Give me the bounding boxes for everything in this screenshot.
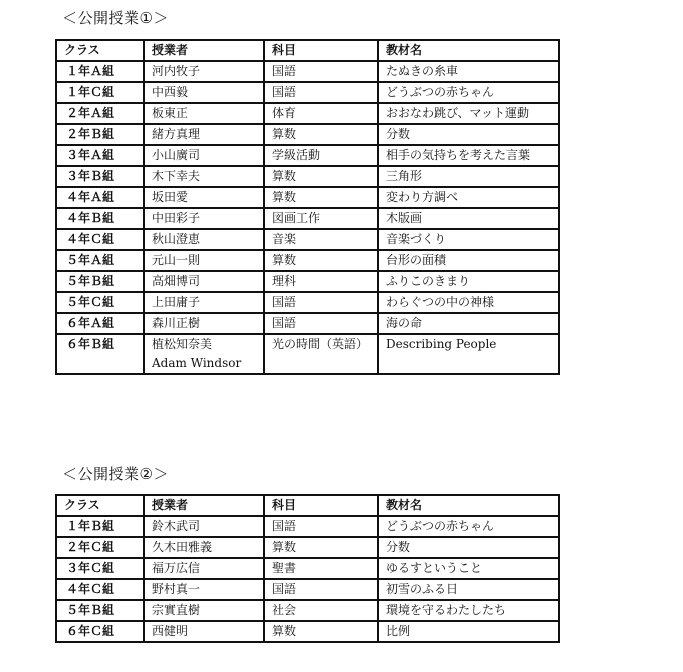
table-row	[56, 313, 559, 334]
section-2-title: ＜公開授業②＞	[62, 465, 169, 483]
class-cell: ５年Ｂ組	[56, 271, 144, 292]
material-cell: 初雪のふる日	[378, 579, 559, 600]
teacher-cell: 鈴木武司	[144, 516, 264, 537]
header-material: 教材名	[378, 495, 559, 516]
teacher-cell: 上田庸子	[144, 292, 264, 313]
class-cell: ５年Ｂ組	[56, 600, 144, 621]
material-cell: 海の命	[378, 313, 559, 334]
class-cell: ５年Ｃ組	[56, 292, 144, 313]
table-row	[56, 579, 559, 600]
teacher-cell: 木下幸夫	[144, 166, 264, 187]
table-row	[56, 250, 559, 271]
table-row	[56, 334, 559, 374]
class-cell: １年Ｃ組	[56, 82, 144, 103]
table-row	[56, 103, 559, 124]
class-cell: ２年Ｃ組	[56, 537, 144, 558]
teacher-cell: 高畑博司	[144, 271, 264, 292]
class-cell: ６年Ａ組	[56, 313, 144, 334]
subject-cell: 体育	[264, 103, 378, 124]
table-row	[56, 145, 559, 166]
teacher-cell: 西健明	[144, 621, 264, 642]
table-row	[56, 124, 559, 145]
teacher-cell: 森川正樹	[144, 313, 264, 334]
class-cell: ４年Ｃ組	[56, 229, 144, 250]
teacher-cell: 坂田愛	[144, 187, 264, 208]
class-cell: ５年Ａ組	[56, 250, 144, 271]
table-header-row	[56, 495, 559, 516]
subject-cell: 算数	[264, 187, 378, 208]
table-row	[56, 516, 559, 537]
class-cell: ２年Ａ組	[56, 103, 144, 124]
material-cell: ゆるすということ	[378, 558, 559, 579]
material-cell: 分数	[378, 124, 559, 145]
table-row	[56, 621, 559, 642]
class-cell: ２年Ｂ組	[56, 124, 144, 145]
teacher-cell: 福万広信	[144, 558, 264, 579]
material-cell: おおなわ跳び、マット運動	[378, 103, 559, 124]
subject-cell: 学級活動	[264, 145, 378, 166]
public-lesson-1-table	[55, 39, 560, 375]
material-cell: どうぶつの赤ちゃん	[378, 516, 559, 537]
class-cell: ３年Ａ組	[56, 145, 144, 166]
table-row	[56, 82, 559, 103]
header-material: 教材名	[378, 40, 559, 61]
material-cell: 三角形	[378, 166, 559, 187]
subject-cell: 算数	[264, 537, 378, 558]
material-cell: 比例	[378, 621, 559, 642]
subject-cell: 光の時間（英語）	[264, 334, 378, 374]
table-row	[56, 600, 559, 621]
subject-cell: 理科	[264, 271, 378, 292]
subject-cell: 国語	[264, 313, 378, 334]
public-lesson-2-table	[55, 494, 560, 643]
material-cell: 変わり方調べ	[378, 187, 559, 208]
teacher-name-secondary: Adam Windsor	[152, 356, 242, 370]
class-cell: １年Ｂ組	[56, 516, 144, 537]
subject-cell: 国語	[264, 579, 378, 600]
class-cell: ６年Ｃ組	[56, 621, 144, 642]
teacher-cell: 宗實直樹	[144, 600, 264, 621]
teacher-cell: 板東正	[144, 103, 264, 124]
material-cell: 相手の気持ちを考えた言葉	[378, 145, 559, 166]
teacher-cell: 小山廣司	[144, 145, 264, 166]
material-cell: わらぐつの中の神様	[378, 292, 559, 313]
subject-cell: 国語	[264, 82, 378, 103]
teacher-cell: 緒方真理	[144, 124, 264, 145]
teacher-cell: 中西毅	[144, 82, 264, 103]
subject-cell: 国語	[264, 61, 378, 82]
teacher-cell: 野村真一	[144, 579, 264, 600]
teacher-cell: 中田彩子	[144, 208, 264, 229]
table-row	[56, 558, 559, 579]
material-cell: ふりこのきまり	[378, 271, 559, 292]
header-teacher: 授業者	[144, 495, 264, 516]
table-row	[56, 271, 559, 292]
table-row	[56, 537, 559, 558]
header-class: クラス	[56, 40, 144, 61]
subject-cell: 聖書	[264, 558, 378, 579]
class-cell: ４年Ｂ組	[56, 208, 144, 229]
subject-cell: 国語	[264, 516, 378, 537]
section-1-title: ＜公開授業①＞	[62, 9, 169, 27]
table-row	[56, 292, 559, 313]
class-cell: ４年Ｃ組	[56, 579, 144, 600]
teacher-cell	[144, 334, 264, 374]
teacher-cell: 元山一則	[144, 250, 264, 271]
material-cell: どうぶつの赤ちゃん	[378, 82, 559, 103]
material-cell: 台形の面積	[378, 250, 559, 271]
subject-cell: 算数	[264, 124, 378, 145]
material-cell: Describing People	[378, 334, 559, 374]
teacher-cell: 河内牧子	[144, 61, 264, 82]
subject-cell: 算数	[264, 166, 378, 187]
header-teacher: 授業者	[144, 40, 264, 61]
teacher-cell: 久木田雅義	[144, 537, 264, 558]
subject-cell: 社会	[264, 600, 378, 621]
table-row	[56, 229, 559, 250]
subject-cell: 算数	[264, 621, 378, 642]
header-subject: 科目	[264, 40, 378, 61]
material-cell: 木版画	[378, 208, 559, 229]
subject-cell: 音楽	[264, 229, 378, 250]
subject-cell: 図画工作	[264, 208, 378, 229]
class-cell: ３年Ｂ組	[56, 166, 144, 187]
material-cell: 音楽づくり	[378, 229, 559, 250]
material-cell: たぬきの糸車	[378, 61, 559, 82]
class-cell: ６年Ｂ組	[56, 334, 144, 374]
header-class: クラス	[56, 495, 144, 516]
teacher-cell: 秋山澄恵	[144, 229, 264, 250]
header-subject: 科目	[264, 495, 378, 516]
table-row	[56, 187, 559, 208]
table-row	[56, 208, 559, 229]
class-cell: ４年Ａ組	[56, 187, 144, 208]
teacher-name: 植松知奈美	[152, 337, 213, 351]
class-cell: ３年Ｃ組	[56, 558, 144, 579]
table-row	[56, 61, 559, 82]
material-cell: 分数	[378, 537, 559, 558]
material-cell: 環境を守るわたしたち	[378, 600, 559, 621]
subject-cell: 国語	[264, 292, 378, 313]
class-cell: １年Ａ組	[56, 61, 144, 82]
table-header-row	[56, 40, 559, 61]
subject-cell: 算数	[264, 250, 378, 271]
table-row	[56, 166, 559, 187]
